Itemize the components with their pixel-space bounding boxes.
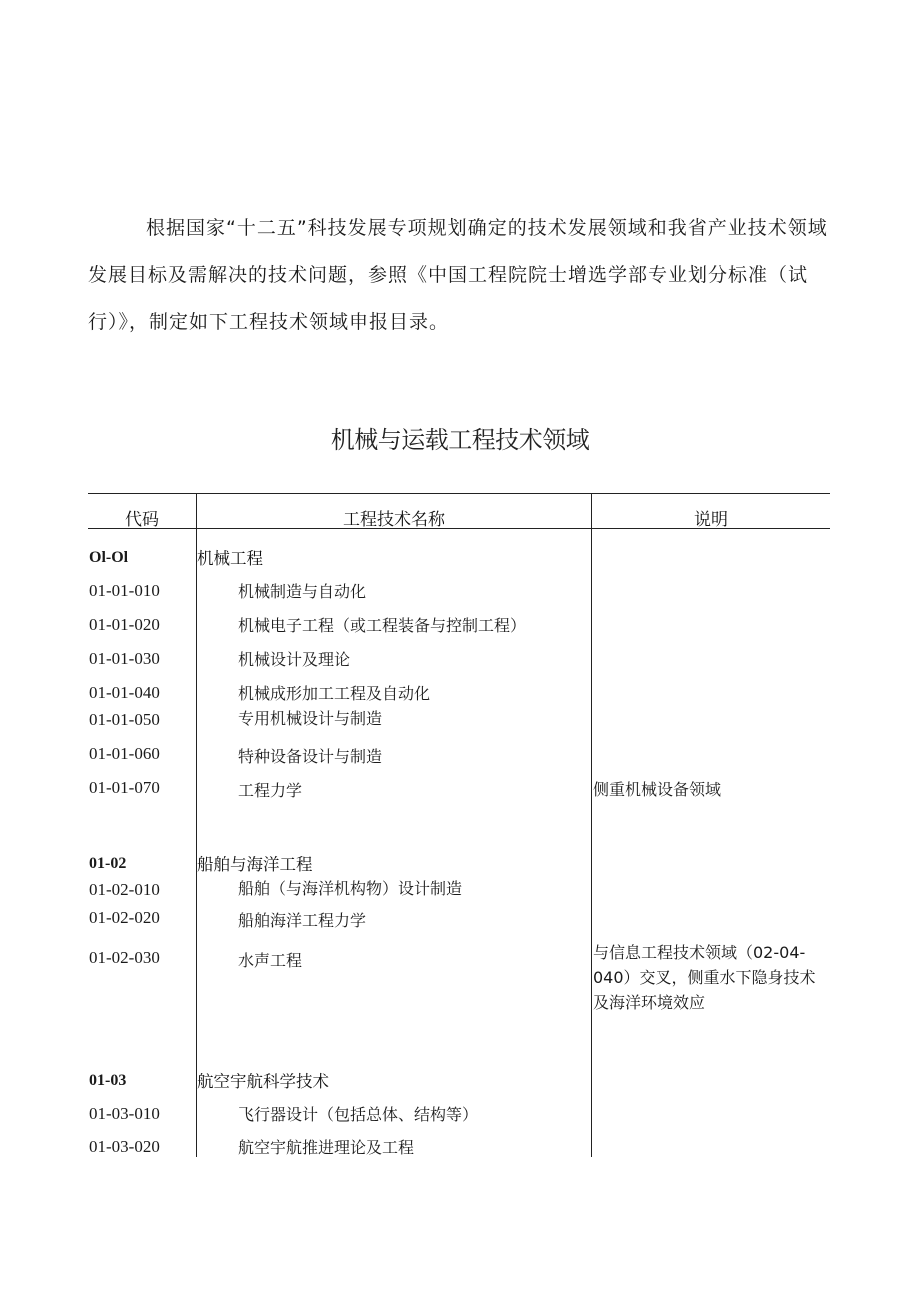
row-name: 专用机械设计与制造 [238, 709, 383, 728]
row-code: 01-02 [89, 855, 127, 872]
row-code: 01-02-030 [89, 948, 160, 967]
row-code: 01-01-020 [89, 615, 160, 634]
table-row [0, 681, 920, 707]
row-name: 航空宇航推进理论及工程 [238, 1138, 415, 1157]
row-name: 机械设计及理论 [238, 650, 351, 669]
table-row-section [0, 545, 920, 571]
header-note: 说明 [694, 510, 728, 530]
table-row-section [0, 851, 920, 877]
row-name: 船舶与海洋工程 [197, 855, 313, 874]
row-code: 01-01-060 [89, 744, 160, 763]
row-name: 船舶海洋工程力学 [238, 911, 367, 930]
table-row [0, 876, 920, 902]
row-code: 01-01-010 [89, 581, 160, 600]
row-name: 机械电子工程（或工程装备与控制工程） [238, 616, 527, 635]
table-row [0, 579, 920, 605]
row-name: 船舶（与海洋机构物）设计制造 [238, 879, 463, 898]
row-note: 侧重机械设备领域 [593, 780, 722, 799]
table-row [0, 1102, 920, 1128]
table-row-section [0, 1068, 920, 1094]
row-code: 01-01-070 [89, 778, 160, 797]
row-name: 航空宇航科学技术 [197, 1072, 329, 1091]
table-row [0, 744, 920, 770]
row-code: 01-03-010 [89, 1104, 160, 1123]
table-row [0, 1135, 920, 1161]
table-top-rule [88, 493, 830, 494]
header-code: 代码 [125, 510, 159, 530]
row-name: 机械制造与自动化 [238, 582, 367, 601]
table-row [0, 647, 920, 673]
row-code: 01-01-030 [89, 649, 160, 668]
header-name: 工程技术名称 [343, 510, 445, 530]
row-name: 水声工程 [238, 951, 303, 970]
table-row [0, 613, 920, 639]
row-code: 01-02-020 [89, 908, 160, 927]
row-code: 01-02-010 [89, 880, 160, 899]
row-name: 工程力学 [238, 781, 303, 800]
row-note: 与信息工程技术领域（02-04-040）交叉，侧重水下隐身技术及海洋环境效应 [593, 943, 816, 1012]
row-name: 机械成形加工工程及自动化 [238, 684, 431, 703]
table-row [0, 778, 920, 804]
table-row [0, 908, 920, 934]
row-code: 01-01-040 [89, 683, 160, 702]
row-code: 01-01-050 [89, 710, 160, 729]
intro-paragraph: 根据国家“十二五”科技发展专项规划确定的技术发展领域和我省产业技术领域发展目标及需解决的技术问题，参照《中国工程院院士增选学部专业划分标准（试行）》，制定如下工程技术领域申报目录。 [88, 217, 828, 333]
row-code: 01-03-020 [89, 1137, 160, 1156]
row-name: 机械工程 [197, 549, 263, 568]
section-title: 机械与运载工程技术领域 [330, 426, 590, 454]
row-name: 飞行器设计（包括总体、结构等） [238, 1105, 479, 1124]
table-row [0, 706, 920, 732]
row-code: 01-03 [89, 1072, 127, 1089]
row-code: Ol-Ol [89, 549, 129, 566]
table-row [0, 943, 920, 1012]
row-name: 特种设备设计与制造 [238, 747, 383, 766]
